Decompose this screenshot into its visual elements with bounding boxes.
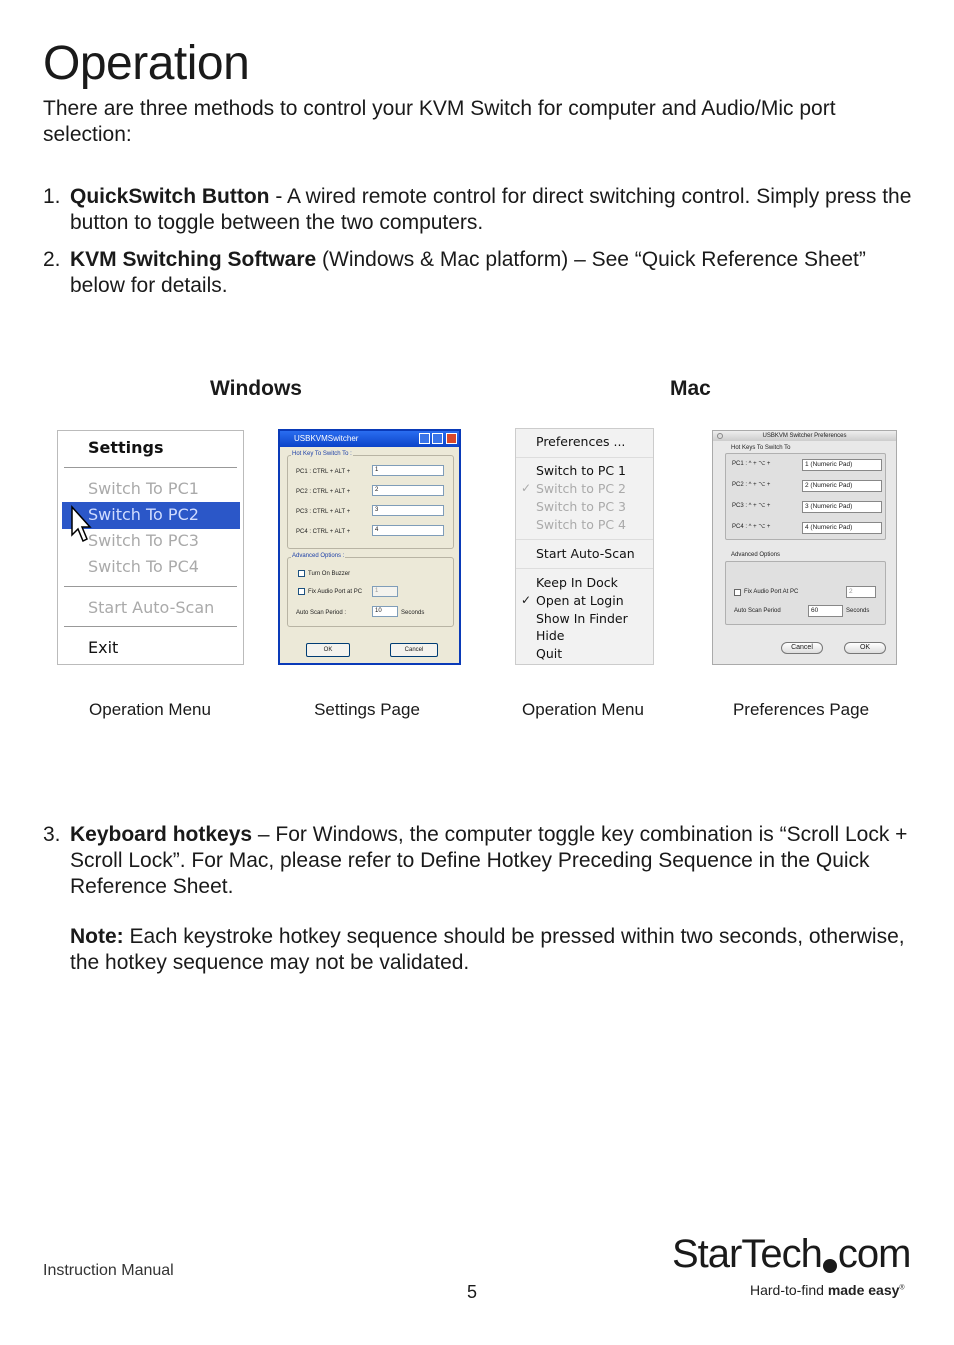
menu-item-keep-dock[interactable]: Keep In Dock: [536, 575, 618, 590]
item-text: – For Windows, the computer toggle key combination is “Scroll Lock + Scroll Lock”. For Mac, please refer to Define Hotkey Preceding Sequence in the Quick Reference Sheet.: [70, 823, 908, 898]
intro-text: There are three methods to control your KVM Switch for computer and Audio/Mic port selection:: [43, 97, 836, 146]
row-label: PC1 : CTRL + ALT +: [296, 469, 351, 475]
note-text: Each keystroke hotkey sequence should be pressed within two seconds, otherwise, the hotkey sequence may not be validated.: [70, 925, 905, 974]
registered-mark: ®: [899, 1284, 905, 1292]
fix-audio-label: Fix Audio Port At PC: [744, 589, 799, 595]
logo-text-com: com: [837, 1232, 911, 1276]
menu-item-switch-pc2[interactable]: Switch To PC2: [88, 505, 199, 524]
list-item-1: [43, 184, 923, 236]
note-label: Note:: [70, 925, 124, 948]
fix-audio-label: Fix Audio Port at PC: [308, 589, 363, 595]
mac-operation-menu: [515, 428, 654, 665]
scan-period-label: Auto Scan Period: [734, 608, 781, 614]
tagline-bold: made easy: [827, 1282, 900, 1298]
list-item-2: [43, 247, 923, 299]
menu-item-settings[interactable]: Settings: [88, 438, 164, 457]
menu-item-auto-scan[interactable]: Start Auto-Scan: [536, 546, 635, 561]
list-item-3: [43, 822, 923, 900]
row-label: PC1 : ^ + ⌥ +: [732, 461, 771, 467]
pc3-hotkey-input[interactable]: 3: [372, 505, 444, 516]
caption-mac-menu: Operation Menu: [522, 700, 644, 719]
row-label: PC2 : ^ + ⌥ +: [732, 482, 771, 488]
close-icon[interactable]: [446, 433, 457, 444]
menu-item-show-finder[interactable]: Show In Finder: [536, 611, 628, 626]
menu-separator: [516, 568, 653, 569]
window-title: USBKVM Switcher Preferences: [713, 431, 896, 441]
row-label: PC3 : CTRL + ALT +: [296, 509, 351, 515]
item-title: Keyboard hotkeys: [70, 823, 253, 846]
startech-logo: [672, 1232, 910, 1277]
windows-operation-menu: [57, 430, 244, 665]
item-text: - A wired remote control for direct switching control. Simply press the button to toggle between the two computers.: [70, 185, 912, 234]
menu-separator: [516, 539, 653, 540]
group-label: Advanced Options: [731, 552, 781, 558]
menu-item-switch-pc1[interactable]: Switch To PC1: [88, 479, 199, 498]
item-title: QuickSwitch Button: [70, 185, 270, 208]
list-number: 1.: [43, 185, 61, 208]
checkmark-icon: ✓: [521, 593, 532, 607]
tagline-text: Hard-to-find: [750, 1282, 828, 1298]
menu-separator: [516, 457, 653, 458]
ok-button[interactable]: OK: [306, 643, 350, 657]
pc1-hotkey-input[interactable]: 1: [372, 465, 444, 476]
item-text: (Windows & Mac platform) – See “Quick Reference Sheet” below for details.: [70, 248, 866, 297]
pc1-hotkey-input[interactable]: 1 (Numeric Pad): [802, 459, 882, 471]
menu-separator: [64, 626, 237, 627]
windows-label: Windows: [210, 377, 302, 400]
mac-label: Mac: [670, 377, 711, 400]
cancel-button[interactable]: Cancel: [390, 643, 438, 657]
scan-period-select[interactable]: 60: [808, 605, 843, 617]
row-label: PC4 : ^ + ⌥ +: [732, 524, 771, 530]
seconds-label: Seconds: [401, 610, 425, 616]
checkmark-icon: ✓: [521, 481, 532, 495]
pc2-hotkey-input[interactable]: 2: [372, 485, 444, 496]
pc2-hotkey-input[interactable]: 2 (Numeric Pad): [802, 480, 882, 492]
menu-item-switch-pc1[interactable]: Switch to PC 1: [536, 463, 627, 478]
scan-period-select[interactable]: 10: [372, 606, 398, 617]
menu-item-switch-pc3[interactable]: Switch To PC3: [88, 531, 199, 550]
row-label: PC4 : CTRL + ALT +: [296, 529, 351, 535]
pc4-hotkey-input[interactable]: 4: [372, 525, 444, 536]
note: [70, 924, 910, 976]
footer-manual-label: Instruction Manual: [43, 1262, 174, 1279]
cancel-button[interactable]: Cancel: [781, 642, 823, 654]
mac-preferences-window: [712, 430, 897, 665]
minimize-icon[interactable]: [419, 433, 430, 444]
fix-audio-select[interactable]: 1: [372, 586, 398, 597]
menu-separator: [64, 586, 237, 587]
menu-item-exit[interactable]: Exit: [88, 638, 119, 657]
seconds-label: Seconds: [846, 608, 870, 614]
menu-item-hide[interactable]: Hide: [536, 628, 565, 643]
menu-item-switch-pc4[interactable]: Switch to PC 4: [536, 517, 627, 532]
list-number: 2.: [43, 248, 61, 271]
caption-windows-menu: Operation Menu: [89, 700, 211, 719]
buzzer-checkbox[interactable]: [298, 570, 305, 577]
row-label: PC3 : ^ + ⌥ +: [732, 503, 771, 509]
group-label: Hot Keys To Switch To: [731, 445, 791, 451]
pc3-hotkey-input[interactable]: 3 (Numeric Pad): [802, 501, 882, 513]
menu-separator: [64, 467, 237, 468]
pc4-hotkey-input[interactable]: 4 (Numeric Pad): [802, 522, 882, 534]
row-label: PC2 : CTRL + ALT +: [296, 489, 351, 495]
page-number: 5: [467, 1282, 478, 1302]
close-icon[interactable]: [717, 433, 723, 439]
fix-audio-checkbox[interactable]: [298, 588, 305, 595]
scan-period-label: Auto Scan Period :: [296, 610, 347, 616]
group-label: Advanced Options :: [292, 553, 345, 559]
fix-audio-stepper[interactable]: 2: [846, 586, 876, 598]
logo-dot-icon: [823, 1259, 837, 1273]
page-title: Operation: [43, 37, 250, 90]
tagline: [750, 1282, 905, 1298]
window-title: USBKVMSwitcher: [280, 431, 459, 447]
menu-item-preferences[interactable]: Preferences ...: [536, 434, 626, 449]
menu-item-quit[interactable]: Quit: [536, 646, 563, 661]
maximize-icon[interactable]: [432, 433, 443, 444]
menu-item-switch-pc4[interactable]: Switch To PC4: [88, 557, 199, 576]
item-title: KVM Switching Software: [70, 248, 317, 271]
ok-button[interactable]: OK: [844, 642, 886, 654]
menu-item-switch-pc2[interactable]: Switch to PC 2: [536, 481, 627, 496]
fix-audio-checkbox[interactable]: [734, 589, 741, 596]
menu-item-auto-scan[interactable]: Start Auto-Scan: [88, 598, 215, 617]
caption-preferences-page: Preferences Page: [732, 700, 870, 719]
menu-item-switch-pc3[interactable]: Switch to PC 3: [536, 499, 627, 514]
logo-text: StarTech: [672, 1232, 822, 1276]
caption-settings-page: Settings Page: [314, 700, 420, 719]
list-number: 3.: [43, 823, 61, 846]
mouse-cursor-icon: [70, 505, 92, 545]
windows-settings-window: [278, 429, 461, 665]
menu-item-open-login[interactable]: Open at Login: [536, 593, 624, 608]
buzzer-label: Turn On Buzzer: [308, 571, 351, 577]
group-label: Hot Key To Switch To :: [292, 451, 352, 457]
